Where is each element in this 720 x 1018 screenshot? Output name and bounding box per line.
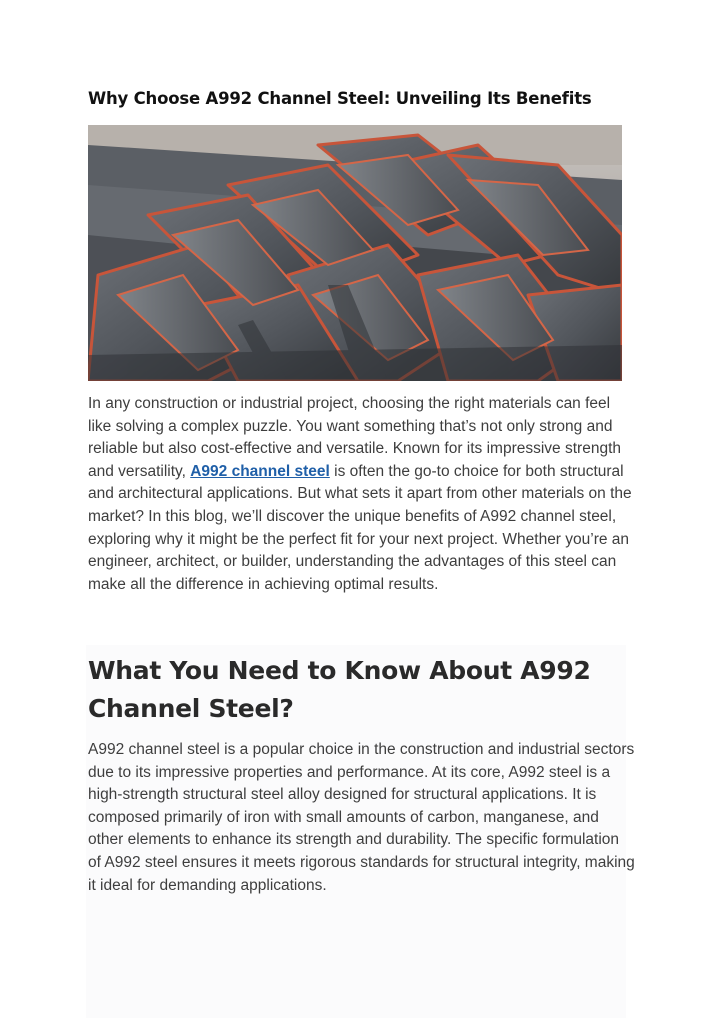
section-body-paragraph: A992 channel steel is a popular choice in the construction and industrial sectors due to its impressive properties and performance. At its core, A992 steel is a high-strength structural steel alloy designed for structural applications. It is composed primarily of iron with small amounts of carbon, manganese, and other elements to enhance its strength and durability. The specific formulation of A992 steel ensures it meets rigorous standards for structural integrity, making it ideal for demanding applications. — [88, 741, 635, 894]
intro-text-after: is often the go-to choice for both structural and architectural applications. But what sets it apart from other materials on the market? In this blog, we’ll discover the unique benefits of A992 channel steel, exploring why it might be the perfect fit for your next project. Whether you’re an engineer, architect, or builder, understanding the advantages of this steel can make all the difference in achieving optimal results. — [88, 462, 632, 593]
section-heading: What You Need to Know About A992 Channel Steel? — [88, 656, 591, 723]
document-title: Why Choose A992 Channel Steel: Unveiling Its Benefits — [88, 89, 592, 108]
intro-text-before: In any construction or industrial project, choosing the right materials can feel like solving a complex puzzle. You want something that’s not only strong and reliable but also cost-effective and versatile. Known for its impressive strength and versatility, — [88, 395, 621, 480]
a992-channel-steel-link[interactable]: A992 channel steel — [190, 462, 330, 480]
intro-paragraph — [88, 393, 636, 596]
channel-steel-photo — [88, 125, 622, 381]
